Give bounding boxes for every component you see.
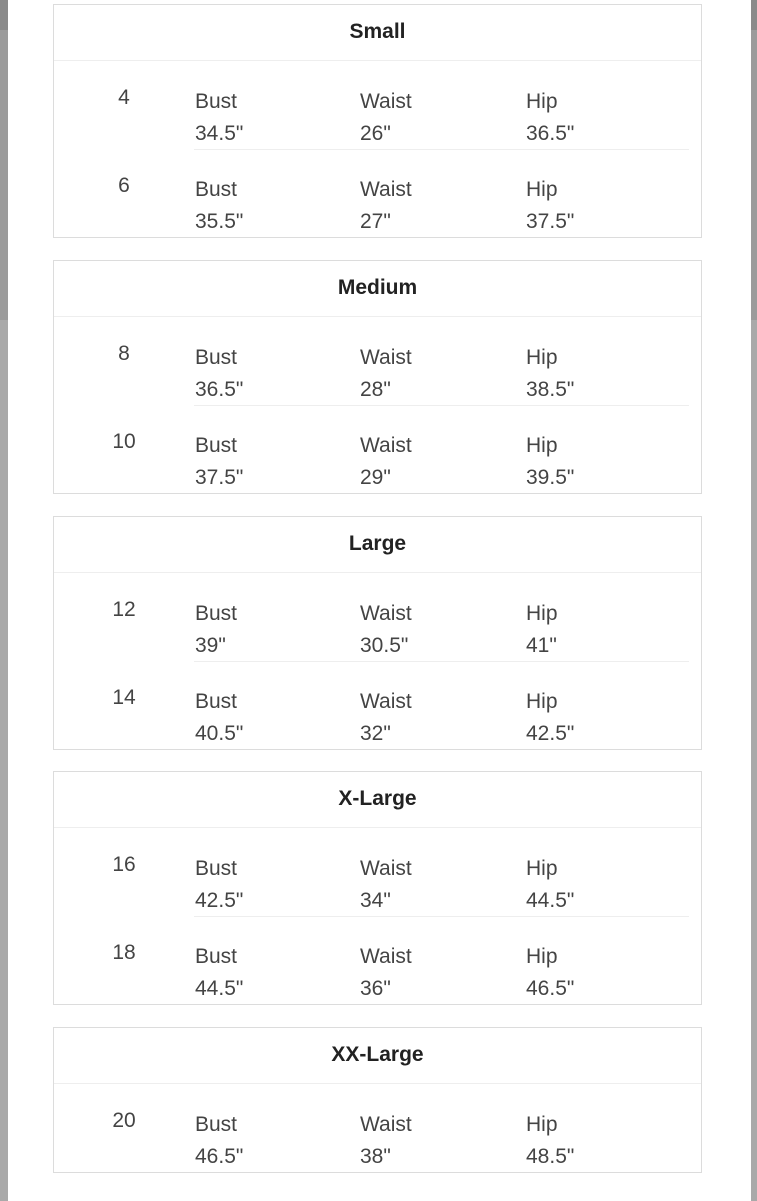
waist-label: Waist xyxy=(360,346,412,369)
hip-value: 38.5" xyxy=(526,378,575,401)
size-group-title: X-Large xyxy=(54,772,701,828)
bust-value: 44.5" xyxy=(195,977,244,1000)
bust-value: 40.5" xyxy=(195,722,244,745)
size-number: 6 xyxy=(118,174,130,197)
size-number: 10 xyxy=(112,430,136,453)
waist-cell xyxy=(360,853,412,917)
size-group-medium xyxy=(53,260,702,494)
size-number: 8 xyxy=(118,342,130,365)
bust-value: 39" xyxy=(195,634,226,657)
bust-label: Bust xyxy=(195,90,238,113)
waist-value: 26" xyxy=(360,122,391,145)
waist-cell xyxy=(360,1109,412,1173)
size-group-small xyxy=(53,4,702,238)
bust-value: 35.5" xyxy=(195,210,244,233)
bust-cell xyxy=(195,853,243,917)
bust-label: Bust xyxy=(195,857,238,880)
bust-cell xyxy=(195,941,243,1005)
waist-value: 28" xyxy=(360,378,391,401)
hip-cell xyxy=(526,686,574,750)
hip-label: Hip xyxy=(526,346,558,369)
bust-label: Bust xyxy=(195,602,238,625)
waist-cell xyxy=(360,86,412,150)
bust-cell xyxy=(195,1109,243,1173)
size-group-title: Medium xyxy=(54,261,701,317)
waist-cell xyxy=(360,342,412,406)
backdrop-right-edge xyxy=(751,0,757,1201)
waist-cell xyxy=(360,598,412,662)
bust-label: Bust xyxy=(195,434,238,457)
size-row xyxy=(54,317,701,405)
size-number: 16 xyxy=(112,853,136,876)
size-chart-sheet xyxy=(8,0,751,1201)
hip-label: Hip xyxy=(526,602,558,625)
hip-label: Hip xyxy=(526,434,558,457)
size-group-title: XX-Large xyxy=(54,1028,701,1084)
bust-value: 34.5" xyxy=(195,122,244,145)
waist-cell xyxy=(360,941,412,1005)
size-number: 14 xyxy=(112,686,136,709)
hip-value: 42.5" xyxy=(526,722,575,745)
waist-cell xyxy=(360,686,412,750)
bust-cell xyxy=(195,430,243,494)
size-number: 20 xyxy=(112,1109,136,1132)
waist-label: Waist xyxy=(360,1113,412,1136)
waist-value: 29" xyxy=(360,466,391,489)
hip-value: 41" xyxy=(526,634,557,657)
size-group-large xyxy=(53,516,702,750)
size-group-title: Large xyxy=(54,517,701,573)
hip-value: 44.5" xyxy=(526,889,575,912)
hip-cell xyxy=(526,342,574,406)
waist-label: Waist xyxy=(360,434,412,457)
bust-cell xyxy=(195,86,243,150)
hip-value: 37.5" xyxy=(526,210,575,233)
waist-label: Waist xyxy=(360,857,412,880)
bust-value: 36.5" xyxy=(195,378,244,401)
size-group-xx-large xyxy=(53,1027,702,1173)
size-row xyxy=(54,149,701,237)
waist-label: Waist xyxy=(360,690,412,713)
hip-value: 39.5" xyxy=(526,466,575,489)
hip-label: Hip xyxy=(526,178,558,201)
size-row xyxy=(54,916,701,1004)
hip-cell xyxy=(526,853,574,917)
bust-label: Bust xyxy=(195,1113,238,1136)
size-number: 4 xyxy=(118,86,130,109)
bust-cell xyxy=(195,174,243,238)
bust-cell xyxy=(195,686,243,750)
size-row xyxy=(54,1084,701,1172)
waist-value: 32" xyxy=(360,722,391,745)
waist-value: 38" xyxy=(360,1145,391,1168)
size-group-title: Small xyxy=(54,5,701,61)
waist-value: 36" xyxy=(360,977,391,1000)
hip-label: Hip xyxy=(526,690,558,713)
hip-label: Hip xyxy=(526,857,558,880)
backdrop-left-edge xyxy=(0,0,8,1201)
hip-label: Hip xyxy=(526,1113,558,1136)
hip-cell xyxy=(526,86,574,150)
waist-label: Waist xyxy=(360,945,412,968)
hip-cell xyxy=(526,941,574,1005)
hip-label: Hip xyxy=(526,90,558,113)
size-row xyxy=(54,661,701,749)
bust-cell xyxy=(195,342,243,406)
hip-cell xyxy=(526,598,558,662)
bust-cell xyxy=(195,598,237,662)
bust-label: Bust xyxy=(195,945,238,968)
waist-value: 30.5" xyxy=(360,634,409,657)
waist-label: Waist xyxy=(360,90,412,113)
bust-label: Bust xyxy=(195,690,238,713)
bust-value: 42.5" xyxy=(195,889,244,912)
waist-cell xyxy=(360,174,412,238)
size-row xyxy=(54,828,701,916)
waist-value: 27" xyxy=(360,210,391,233)
bust-label: Bust xyxy=(195,346,238,369)
size-row xyxy=(54,573,701,661)
size-number: 18 xyxy=(112,941,136,964)
size-number: 12 xyxy=(112,598,136,621)
hip-value: 46.5" xyxy=(526,977,575,1000)
size-row xyxy=(54,61,701,149)
waist-label: Waist xyxy=(360,178,412,201)
hip-cell xyxy=(526,174,574,238)
hip-cell xyxy=(526,1109,574,1173)
hip-cell xyxy=(526,430,574,494)
hip-value: 36.5" xyxy=(526,122,575,145)
waist-label: Waist xyxy=(360,602,412,625)
bust-value: 46.5" xyxy=(195,1145,244,1168)
size-group-x-large xyxy=(53,771,702,1005)
waist-value: 34" xyxy=(360,889,391,912)
hip-value: 48.5" xyxy=(526,1145,575,1168)
bust-value: 37.5" xyxy=(195,466,244,489)
size-row xyxy=(54,405,701,493)
bust-label: Bust xyxy=(195,178,238,201)
hip-label: Hip xyxy=(526,945,558,968)
waist-cell xyxy=(360,430,412,494)
